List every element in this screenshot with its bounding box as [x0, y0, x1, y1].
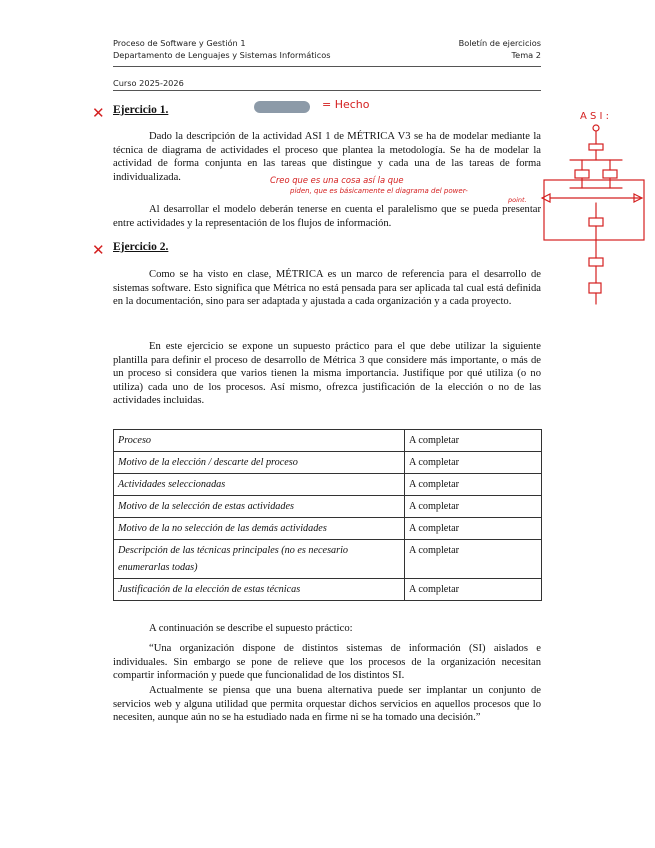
table-row-value: A completar	[405, 452, 542, 474]
course-divider	[113, 90, 541, 91]
done-x-mark-1: ✕	[92, 104, 105, 122]
side-label-asi: A S I :	[580, 111, 610, 122]
exercise2-title: Ejercicio 2.	[113, 241, 169, 253]
table-row	[114, 518, 542, 540]
redacted-highlight	[254, 101, 310, 113]
handwritten-note-line1: Creo que es una cosa así la que	[270, 175, 404, 185]
table-row	[114, 430, 542, 452]
header-bulletin: Boletín de ejercicios	[458, 38, 541, 48]
table-row	[114, 496, 542, 518]
header-divider	[113, 66, 541, 67]
table-row	[114, 579, 542, 601]
table-row-label: Proceso	[114, 430, 405, 452]
case-quote-paragraph-2: Actualmente se piensa que una buena alternativa puede ser implantar un conjunto de servicios web y alguna utilidad que permita orquestar dichos servicios en aquellos procesos que lo necesiten, aunque aún no se ha estudiado nada en firme ni se ha tomado una decisión.”	[113, 685, 541, 724]
table-row	[114, 540, 542, 579]
table-row-label: Descripción de las técnicas principales (no es necesario enumerarlas todas)	[114, 540, 405, 579]
header-left	[113, 37, 331, 61]
exercise1-paragraph-2: Al desarrollar el modelo deberán tenerse en cuenta el paralelismo que se pueda presentar entre actividades y la representación de los flujos de información.	[113, 204, 541, 229]
exercise2-paragraph-3: A continuación se describe el supuesto práctico:	[149, 623, 353, 634]
table-row-label: Justificación de la elección de estas técnicas	[114, 579, 405, 601]
exercise2-paragraph-2: En este ejercicio se expone un supuesto práctico para el que debe utilizar la siguiente plantilla para definir el proceso de desarrollo de Métrica 3 que considere más importante, o más de un proceso si considera que varios tienen la misma importancia. Justifique por qué utiliza (o no utiliza) cada uno de los procesos. Así mismo, ofrezca justificación de la elección o no de las actividades incluidas.	[113, 341, 541, 407]
table-row-value: A completar	[405, 430, 542, 452]
exercise2-paragraph-1: Como se ha visto en clase, MÉTRICA es un marco de referencia para el desarrollo de sistemas software. Esto significa que Métrica no está pensada para ser aplicada tal cual está definida en la documentación, sino para ser adaptada y ajustada a cada organización y a cada proyecto.	[113, 269, 541, 308]
header-right	[459, 37, 541, 61]
exercise1-paragraph-1: Dado la descripción de la actividad ASI 1 de MÉTRICA V3 se ha de modelar mediante la técnica de diagrama de actividades el proceso que plantea la metodología. Se ha de modelar la actividad de forma conjunta en las tareas que distingue y cada una de las tareas de forma individualizada.	[113, 131, 541, 183]
table-row-value: A completar	[405, 540, 542, 579]
table-row-label: Motivo de la elección / descarte del proceso	[114, 452, 405, 474]
handwritten-note-line2: piden, que es básicamente el diagrama del power-	[290, 187, 468, 195]
table-row-label: Motivo de la no selección de las demás actividades	[114, 518, 405, 540]
done-x-mark-2: ✕	[92, 241, 105, 259]
process-template-table	[113, 429, 542, 601]
table-row-label: Motivo de la selección de estas actividades	[114, 496, 405, 518]
table-row-label: Actividades seleccionadas	[114, 474, 405, 496]
table-row-value: A completar	[405, 579, 542, 601]
handwritten-activity-sketch	[540, 108, 650, 308]
header-course: Curso 2025-2026	[113, 78, 184, 88]
case-quote-paragraph-1: “Una organización dispone de distintos sistemas de información (SI) aislados e individuales. Sin embargo se pone de relieve que los procesos de la organización necesitan compartir información y puede que funcionalidad de los distintos SI.	[113, 643, 541, 682]
table-row-value: A completar	[405, 474, 542, 496]
table-row-value: A completar	[405, 496, 542, 518]
hecho-note: = Hecho	[322, 98, 370, 111]
handwritten-note-line3: point.	[508, 196, 527, 204]
header-department: Departamento de Lenguajes y Sistemas Informáticos	[113, 50, 331, 60]
table-row-value: A completar	[405, 518, 542, 540]
header-subject: Proceso de Software y Gestión 1	[113, 38, 246, 48]
exercise1-title: Ejercicio 1.	[113, 104, 169, 116]
table-row	[114, 452, 542, 474]
header-topic: Tema 2	[511, 50, 541, 60]
table-row	[114, 474, 542, 496]
